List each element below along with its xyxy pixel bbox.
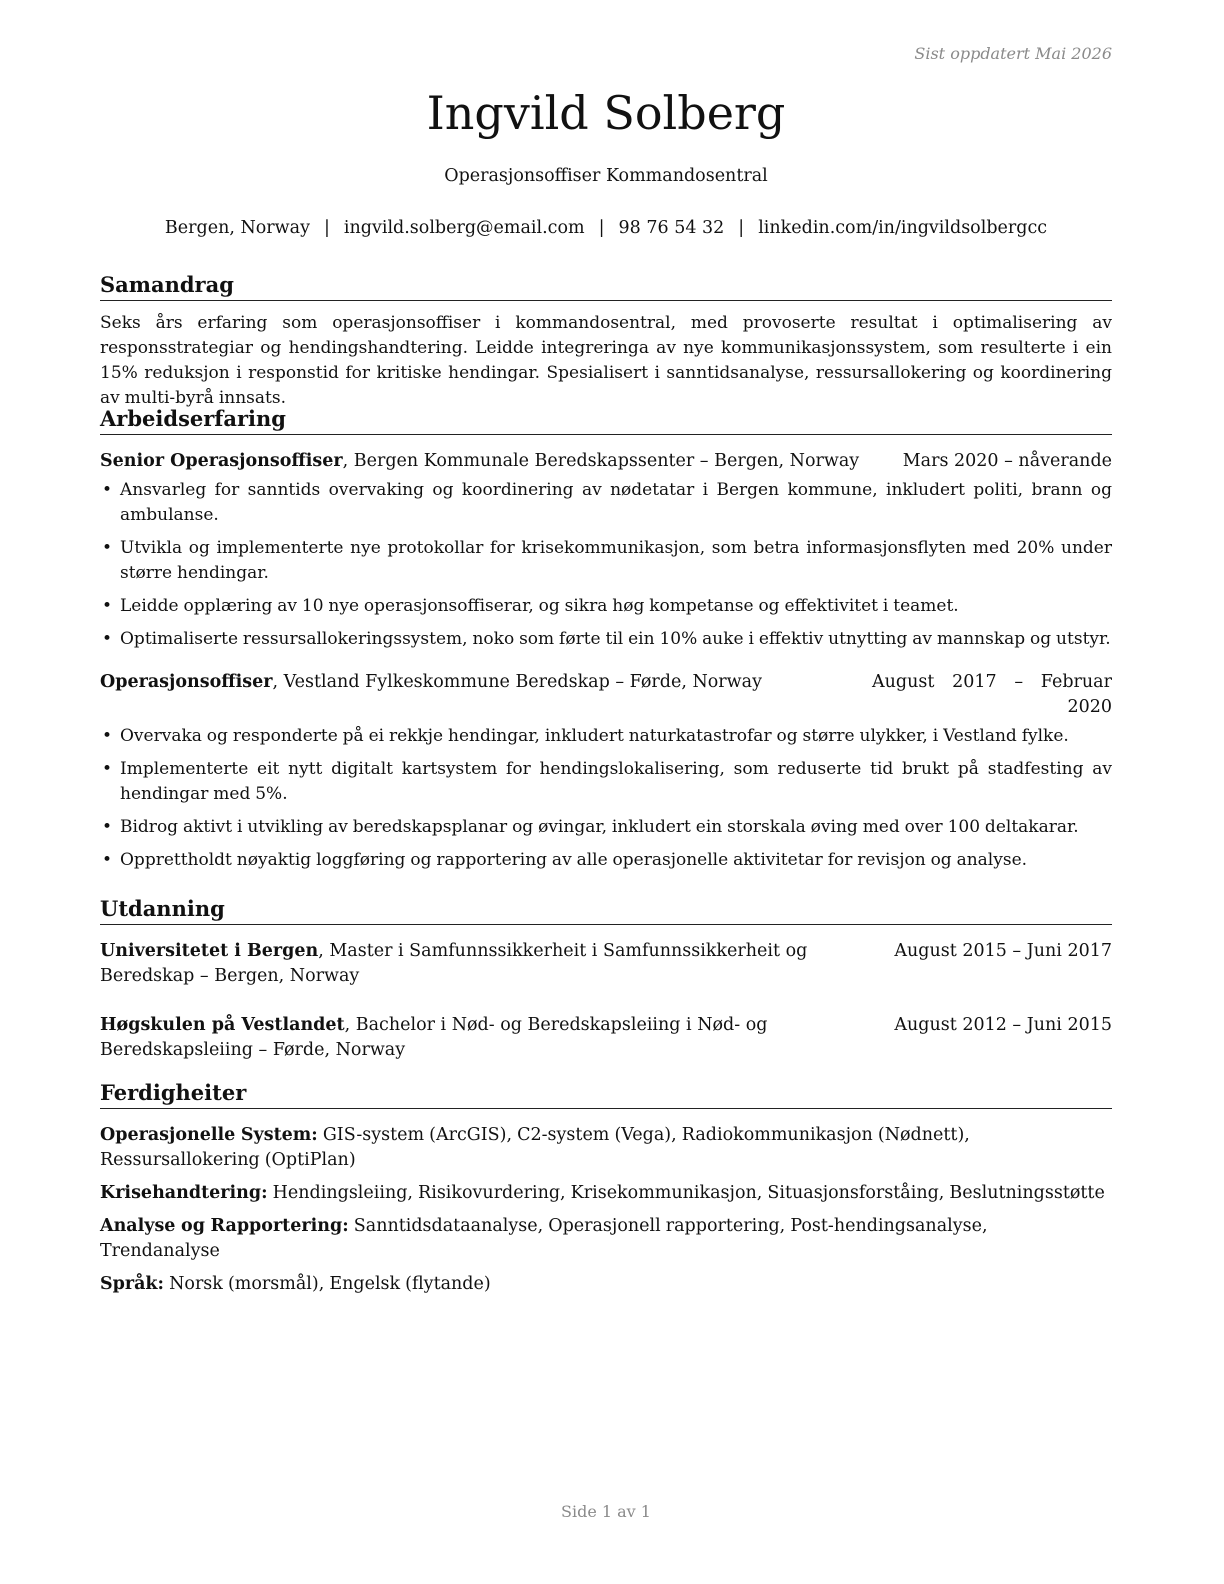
skill-value: GIS-system (ArcGIS), C2-system (Vega), Radiokommunikasjon (Nødnett), Ressursallokering (OptiPlan)	[100, 1125, 970, 1170]
job-entry	[100, 449, 1112, 652]
last-updated: Sist oppdatert Mai 2026	[914, 44, 1112, 63]
skill-row	[100, 1214, 1112, 1264]
education-entry	[100, 1013, 1112, 1063]
contact-email[interactable]: ingvild.solberg@email.com	[343, 218, 585, 238]
job-header	[100, 670, 1112, 720]
education-section	[100, 896, 1112, 1063]
list-item: • Leidde opplæring av 10 nye operasjonsoffiserar, og sikra høg kompetanse og effektivitet i teamet.	[100, 594, 1112, 619]
job-dates: August 2017 – Februar 2020	[872, 672, 1112, 717]
section-title: Utdanning	[100, 896, 1112, 925]
education-dates: August 2012 – Juni 2015	[894, 1015, 1112, 1035]
skills-list	[100, 1123, 1112, 1297]
skills-section	[100, 1080, 1112, 1305]
list-item: • Ansvarleg for sanntids overvaking og koordinering av nødetatar i Bergen kommune, inkludert politi, brann og ambulanse.	[100, 478, 1112, 528]
degree-details: , Bachelor i Nød- og Beredskapsleiing i Nød- og Beredskapsleiing – Førde, Norway	[100, 1015, 768, 1060]
list-item: • Optimaliserte ressursallokeringssystem, noko som førte til ein 10% auke i effektiv utnytting av mannskap og utstyr.	[100, 627, 1112, 652]
contact-linkedin[interactable]: linkedin.com/in/ingvildsolbergcc	[758, 218, 1048, 238]
summary-section	[100, 272, 1112, 411]
school-name: Høgskulen på Vestlandet	[100, 1015, 345, 1035]
job-bullets	[100, 724, 1112, 873]
job-entry	[100, 670, 1112, 873]
job-dates: Mars 2020 – nåverande	[902, 451, 1112, 471]
skill-row	[100, 1272, 1112, 1297]
headline: Operasjonsoffiser Kommandosentral	[444, 166, 768, 186]
job-employer: , Vestland Fylkeskommune Beredskap – Førde, Norway	[272, 672, 762, 692]
school-name: Universitetet i Bergen	[100, 941, 319, 961]
list-item: • Implementerte eit nytt digitalt kartsystem for hendingslokalisering, som reduserte tid brukt på stadfesting av hendingar med 5%.	[100, 757, 1112, 807]
experience-section	[100, 406, 1112, 881]
summary-text: Seks års erfaring som operasjonsoffiser i kommandosentral, med provoserte resultat i optimalisering av responsstrategiar og hendingshandtering. Leidde integreringa av nye kommunikasjonssystem, som resulterte i ein 15% reduksjon i responstid for kritiske hendingar. Spesialisert i sanntidsanalyse, ressursallokering og koordinering av multi-byrå innsats.	[100, 313, 1112, 408]
job-role: Senior Operasjonsoffiser	[100, 451, 343, 471]
skill-label: Krisehandtering:	[100, 1183, 268, 1203]
education-entry	[100, 939, 1112, 989]
skill-label: Operasjonelle System:	[100, 1125, 318, 1145]
list-item: • Bidrog aktivt i utvikling av beredskapsplanar og øvingar, inkludert ein storskala øving med over 100 deltakarar.	[100, 815, 1112, 840]
contact-line	[100, 218, 1112, 238]
contact-phone: 98 76 54 32	[618, 218, 725, 238]
skill-row	[100, 1181, 1112, 1206]
job-header	[100, 449, 1112, 474]
contact-separator: |	[738, 218, 745, 238]
skill-value: Norsk (morsmål), Engelsk (flytande)	[164, 1274, 491, 1294]
resume-page	[100, 0, 1112, 1584]
contact-location: Bergen, Norway	[164, 218, 310, 238]
job-employer: , Bergen Kommunale Beredskapssenter – Bergen, Norway	[342, 451, 860, 471]
page-number: Side 1 av 1	[561, 1502, 651, 1521]
skill-label: Språk:	[100, 1274, 165, 1294]
section-title: Ferdigheiter	[100, 1080, 1112, 1109]
job-role: Operasjonsoffiser	[100, 672, 273, 692]
contact-separator: |	[323, 218, 330, 238]
candidate-name: Ingvild Solberg	[426, 86, 786, 140]
contact-separator: |	[598, 218, 605, 238]
list-item: • Overvaka og responderte på ei rekkje hendingar, inkludert naturkatastrofar og større ulykker, i Vestland fylke.	[100, 724, 1112, 749]
job-bullets	[100, 478, 1112, 652]
list-item: • Utvikla og implementerte nye protokollar for krisekommunikasjon, som betra informasjonsflyten med 20% under større hendingar.	[100, 536, 1112, 586]
skill-value: Sanntidsdataanalyse, Operasjonell rapportering, Post-hendingsanalyse, Trendanalyse	[100, 1216, 988, 1261]
degree-details: , Master i Samfunnssikkerheit i Samfunnssikkerheit og Beredskap – Bergen, Norway	[100, 941, 808, 986]
skill-label: Analyse og Rapportering:	[100, 1216, 349, 1236]
list-item: • Opprettholdt nøyaktig loggføring og rapportering av alle operasjonelle aktivitetar for revisjon og analyse.	[100, 848, 1112, 873]
section-title: Samandrag	[100, 272, 1112, 301]
skill-row	[100, 1123, 1112, 1173]
skill-value: Hendingsleiing, Risikovurdering, Krisekommunikasjon, Situasjonsforståing, Beslutningsstøtte	[267, 1183, 1105, 1203]
section-title: Arbeidserfaring	[100, 406, 1112, 435]
education-dates: August 2015 – Juni 2017	[894, 941, 1112, 961]
